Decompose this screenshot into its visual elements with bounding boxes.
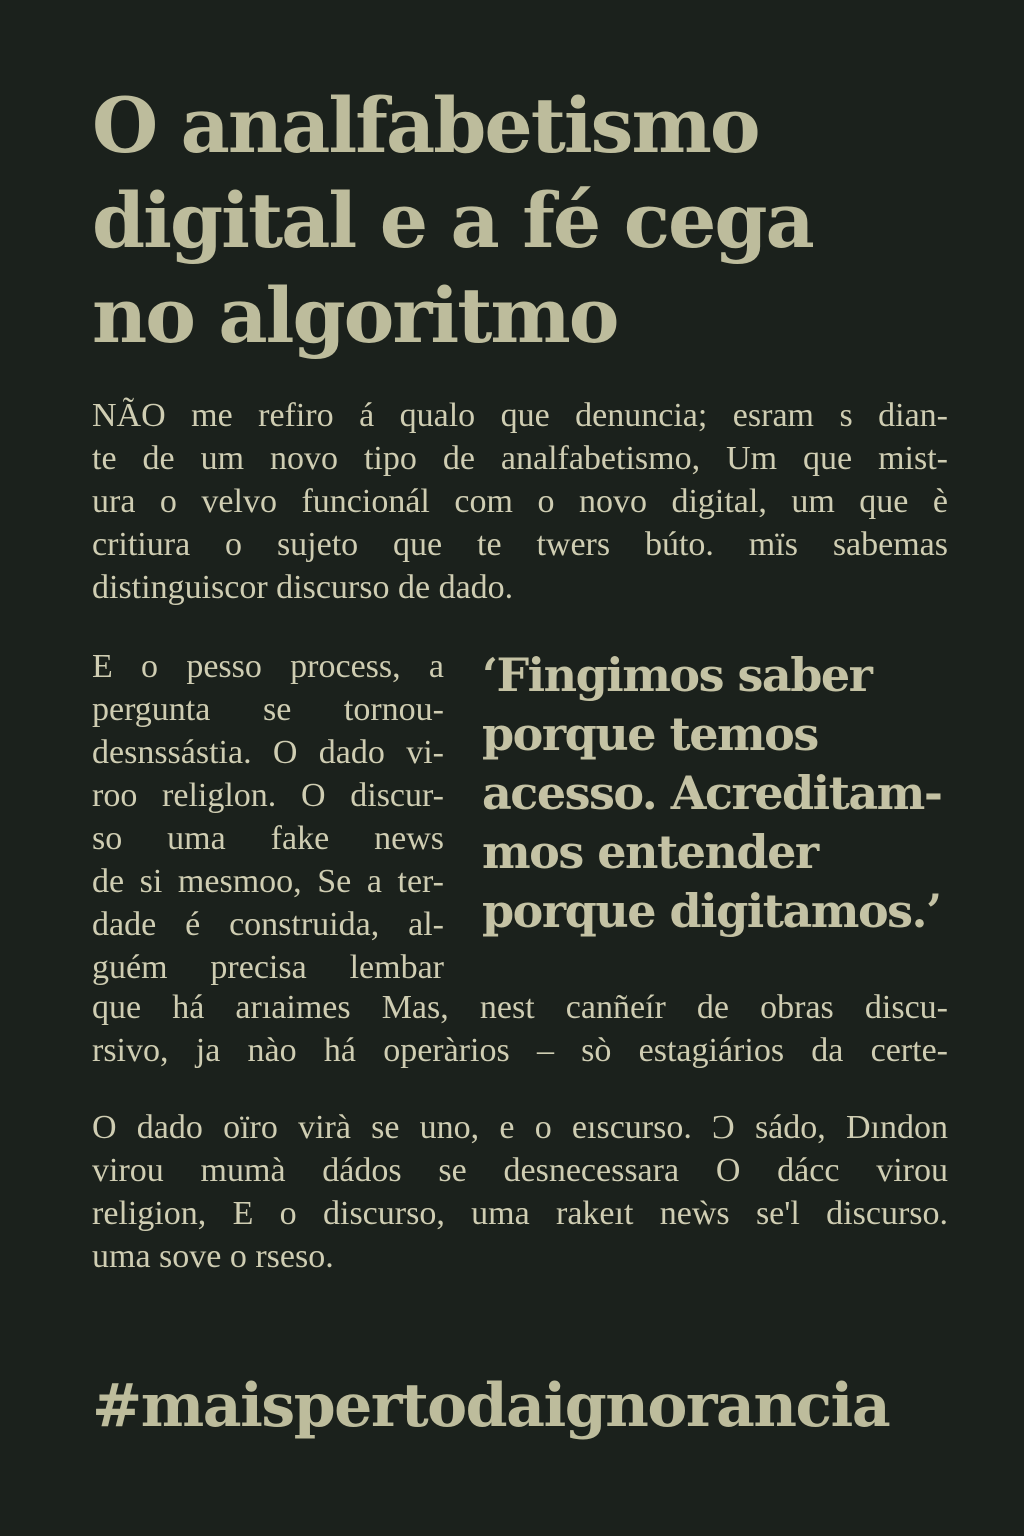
text-line: roo religlon. O discur- [92,777,444,814]
quote-line: porque temos [482,707,818,761]
text-line: critiura o sujeto que te twers búto. mïs sabemas [92,526,948,563]
text-line: religion, E o discurso, uma rakeıt neẁs se'l discurso. [92,1195,948,1232]
text-line: uma sove o rseso. [92,1238,334,1275]
text-line: distinguiscor discurso de dado. [92,569,514,606]
quote-line: acesso. Acreditam- [482,766,942,820]
hashtag: #maispertodaignorancia [92,1371,890,1441]
text-line: ura o velvo funcionál com o novo digital, um que è [92,483,948,520]
quote-line: porque digitamos.’ [482,884,941,938]
text-line: dade é construida, al- [92,906,444,943]
text-line: desnssástia. O dado vi- [92,734,444,771]
text-line: guém precisa lembar [92,949,444,986]
text-line: virou mumà dádos se desnecessara O dácc virou [92,1152,948,1189]
text-line: so uma fake news [92,820,444,857]
headline-line: O analfabetismo [92,81,759,170]
headline-line: digital e a fé cega [92,176,813,265]
quote-line: ‘Fingimos saber [482,648,872,702]
text-line: NÃO me refiro á qualo que denuncia; esram s dian- [92,397,948,434]
quote-line: mos entender [482,825,818,879]
text-line: E o pesso process, a [92,648,444,685]
text-line: que há arıaimes Mas, nest canñeír de obras discu- [92,989,948,1026]
closing-paragraph [92,1106,948,1278]
text-line: pergunta se tornou- [92,691,444,728]
column-paragraph [92,645,444,989]
text-line: rsivo, ja nào há operàrios – sò estagiários da certe- [92,1032,948,1069]
headline [92,78,952,363]
continuation-paragraph [92,986,948,1072]
headline-line: no algoritmo [92,271,618,360]
pull-quote [482,646,952,941]
text-line: te de um novo tipo de analfabetismo, Um que mist- [92,440,948,477]
text-line: O dado oïro virà se uno, e o eıscurso. Ͻ sádo, Dındon [92,1109,948,1146]
intro-paragraph [92,394,948,609]
text-line: de si mesmoo, Se a ter- [92,863,444,900]
